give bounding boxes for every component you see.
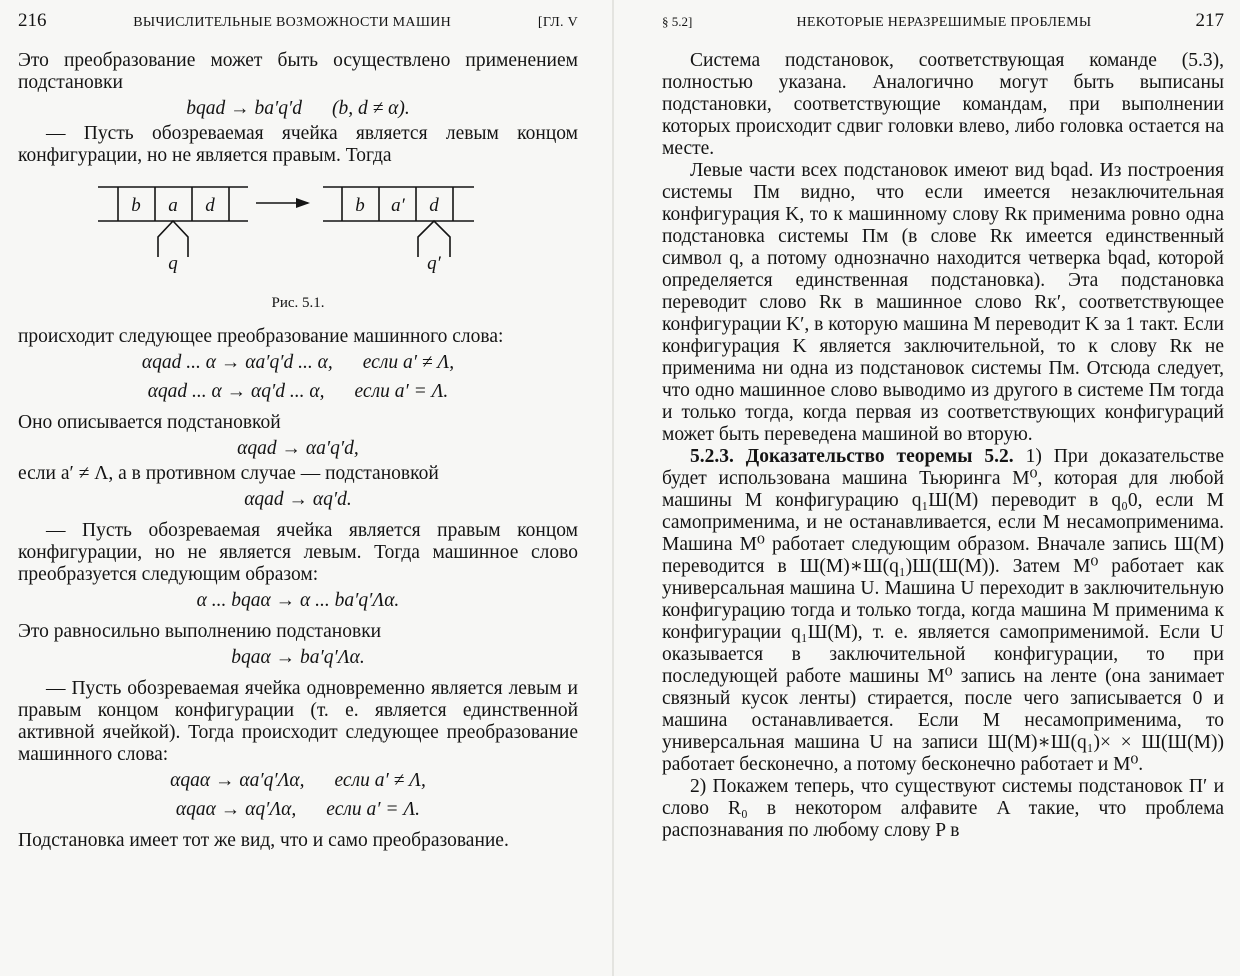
paragraph: Это преобразование может быть осуществлено применением подстановки: [18, 50, 578, 93]
page-number: 216: [18, 10, 47, 31]
tape-cell: a′: [391, 195, 405, 216]
tape-cell: b: [131, 195, 141, 216]
formula: [18, 94, 578, 123]
left-page: [0, 0, 600, 976]
paragraph: Подстановка имеет тот же вид, что и само преобразование.: [18, 830, 509, 851]
head-state: q: [168, 253, 178, 274]
formula-condition: (b, d ≠ α).: [331, 98, 410, 119]
tape-cell: b: [355, 195, 365, 216]
turing-tape-figure: [98, 181, 498, 291]
formula-expr: αqaα → αa′q′Λα,: [170, 770, 305, 791]
right-page-header: [662, 10, 1224, 50]
formula: [18, 766, 578, 795]
formula-condition: если a′ = Λ.: [326, 799, 421, 820]
right-page: [632, 0, 1240, 976]
paragraph: Левые части всех подстановок имеют вид bqad. Из построения системы Пм видно, что если имеется незаключительная конфигурация K, то к машинному слову Rк применима ровно одна подстановка системы Пм (в слове Rк имеется единственный символ q, а потому однозначно находится четверка bqad, которой определяется единственная подстановка). Эта подстановка переводит слово Rк в машинное слово Rк′, соответствующее конфигурации K′, в которую машина M переводит K за 1 такт. Если конфигурация K является заключительной, то к слову Rк не применима ни одна из подстановок системы Пм. Отсюда следует, что одно машинное слово выводимо из другого в системе Пм тогда и только тогда, когда первая из соответствующих конфигураций может быть переведена машиной во вторую.: [662, 160, 1224, 445]
paragraph-text: 1) При доказательстве будет использована машина Тьюринга M⁰, которая для любой машины M конфигурацию q₁Ш(M) переводит в q₀0, если M самоприменима, и не останавливается, если M несамоприменима. Машина M⁰ работает следующим образом. Вначале запись Ш(M) переводится в Ш(M)∗Ш(q₁)Ш(Ш(M)). Затем M⁰ работает как универсальная машина U. Машина U переходит в заключительную конфигурацию тогда и только тогда, когда машина M применима к конфигурации q₁Ш(M), т. е. является самоприменимой. Если U оказывается в заключительной конфигурации, то при последующей работе машины M⁰ запись на ленте (она занимает связный кусок ленты) стирается, после чего записывается 0 и машина останавливается. Если M несамоприменима, то универсальная машина U на записи Ш(M)∗Ш(q₁)× × Ш(Ш(M)) работает бесконечно, а потому бесконечно работает и M⁰.: [662, 446, 1224, 775]
formula: bqaα → ba′q′Λα.: [231, 647, 365, 668]
chapter-tag: [ГЛ. V: [537, 15, 578, 30]
paragraph: — Пусть обозреваемая ячейка является левым концом конфигурации, но не является правым. Тогда: [18, 123, 578, 166]
page-number: 217: [1195, 10, 1224, 31]
head-state: q′: [427, 253, 441, 274]
formula: [18, 377, 578, 406]
running-head: НЕКОТОРЫЕ НЕРАЗРЕШИМЫЕ ПРОБЛЕМЫ: [796, 15, 1092, 30]
paragraph: происходит следующее преобразование машинного слова:: [18, 326, 504, 347]
running-head: ВЫЧИСЛИТЕЛЬНЫЕ ВОЗМОЖНОСТИ МАШИН: [133, 15, 452, 30]
page-gutter: [612, 0, 614, 976]
formula-condition: если a′ = Λ.: [354, 381, 449, 402]
formula: [18, 795, 578, 824]
paragraph: Это равносильно выполнению подстановки: [18, 621, 382, 642]
paragraph: если a′ ≠ Λ, а в противном случае — подстановкой: [18, 463, 439, 484]
paragraph: 2) Покажем теперь, что существуют системы подстановок П′ и слово R₀ в некотором алфавите A такие, что проблема распознавания по любому слову P в: [662, 776, 1224, 841]
tape-cell: d: [429, 195, 439, 216]
paragraph: Система подстановок, соответствующая команде (5.3), полностью указана. Аналогично могут быть выписаны подстановки, соответствующие командам, при выполнении которых происходит сдвиг головки влево, либо головка остается на месте.: [662, 50, 1224, 159]
paragraph: Оно описывается подстановкой: [18, 412, 281, 433]
left-page-header: [18, 10, 578, 50]
section-tag: § 5.2]: [662, 14, 693, 29]
formula: αqad → αa′q′d,: [237, 438, 359, 459]
formula-expr: αqaα → αq′Λα,: [175, 799, 297, 820]
paragraph: — Пусть обозреваемая ячейка одновременно является левым и правым концом конфигурации (т. е. является единственной активной ячейкой). Тогда происходит следующее преобразование машинного слова:: [18, 678, 578, 765]
formula: [18, 348, 578, 377]
tape-cell: a: [168, 195, 178, 216]
formula-expr: bqad → ba′q′d: [186, 98, 302, 119]
formula-condition: если a′ ≠ Λ,: [362, 352, 455, 373]
formula-condition: если a′ ≠ Λ,: [334, 770, 426, 791]
formula-expr: αqad ... α → αa′q′d ... α,: [141, 352, 333, 373]
formula-expr: αqad ... α → αq′d ... α,: [147, 381, 325, 402]
subsection-heading: 5.2.3. Доказательство теоремы 5.2.: [690, 446, 1014, 467]
formula: αqad → αq′d.: [244, 489, 352, 510]
tape-cell: d: [205, 195, 215, 216]
paragraph: [662, 446, 1224, 776]
paragraph: — Пусть обозреваемая ячейка является правым концом конфигурации, но не является левым. Тогда машинное слово преобразуется следующим образом:: [18, 520, 578, 585]
figure-caption: Рис. 5.1.: [271, 295, 325, 311]
formula: α ... bqaα → α ... ba′q′Λα.: [196, 590, 400, 611]
